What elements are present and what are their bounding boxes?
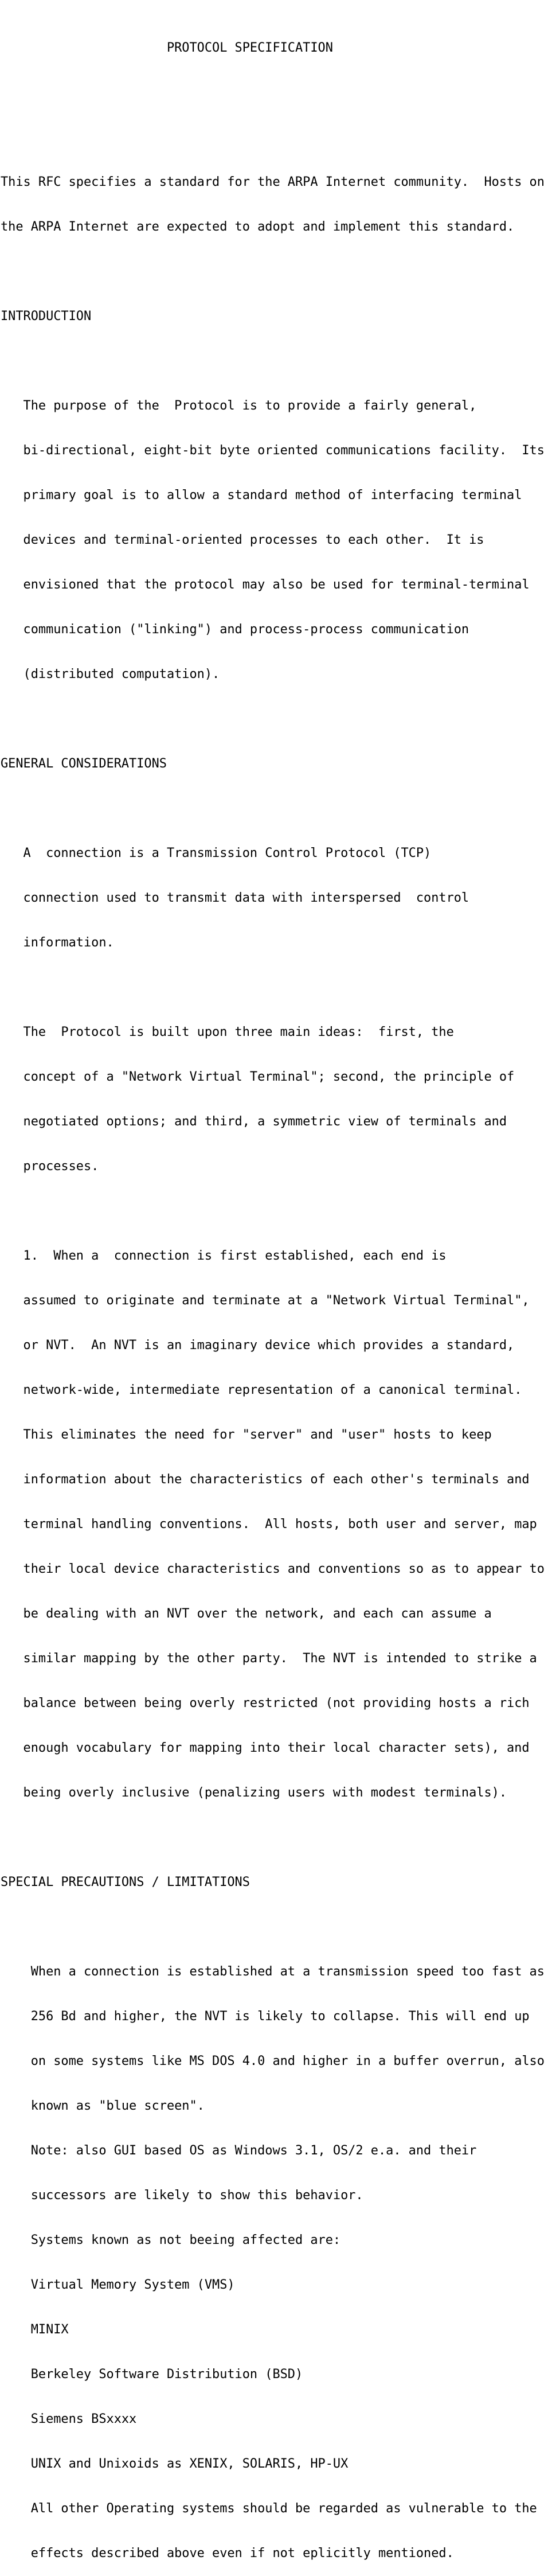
unaffected-system-item: Siemens BSxxxx — [1, 2412, 137, 2426]
nvt-paragraph-line: information about the characteristics of each other's terminals and — [1, 1472, 530, 1487]
section-heading-general-considerations: GENERAL CONSIDERATIONS — [1, 757, 167, 771]
precautions-paragraph-line: 256 Bd and higher, the NVT is likely to collapse. This will end up — [1, 2009, 530, 2024]
blank-line — [1, 1830, 545, 1845]
unaffected-system-item: MINIX — [1, 2322, 69, 2337]
considerations-paragraph-line: connection used to transmit data with interspersed control — [1, 891, 469, 905]
precautions-note-line: successors are likely to show this behavior. — [1, 2188, 363, 2203]
blank-line — [1, 264, 545, 279]
nvt-paragraph-line: terminal handling conventions. All hosts, both user and server, map — [1, 1517, 537, 1531]
status-paragraph-line: This RFC specifies a standard for the ARPA Internet community. Hosts on — [1, 175, 545, 189]
status-paragraph-line: the ARPA Internet are expected to adopt and implement this standard. — [1, 220, 515, 234]
blank-line — [1, 980, 545, 995]
nvt-paragraph-line: assumed to originate and terminate at a "Network Virtual Terminal", — [1, 1293, 530, 1308]
introduction-paragraph-line: (distributed computation). — [1, 667, 220, 681]
precautions-paragraph-line: When a connection is established at a transmission speed too fast as — [1, 1965, 545, 1979]
nvt-paragraph-line: their local device characteristics and conventions so as to appear to — [1, 1562, 545, 1576]
blank-line — [1, 130, 545, 145]
introduction-paragraph-line: bi-directional, eight-bit byte oriented communications facility. Its — [1, 443, 545, 458]
considerations-paragraph-line: processes. — [1, 1159, 99, 1174]
considerations-paragraph-line: negotiated options; and third, a symmetric view of terminals and — [1, 1114, 507, 1129]
nvt-paragraph-line: similar mapping by the other party. The NVT is intended to strike a — [1, 1651, 537, 1666]
unaffected-system-item: Virtual Memory System (VMS) — [1, 2278, 235, 2292]
blank-line — [1, 712, 545, 727]
nvt-paragraph-line: being overly inclusive (penalizing users with modest terminals). — [1, 1786, 507, 1800]
document-title: PROTOCOL SPECIFICATION — [1, 41, 333, 55]
nvt-paragraph-line: enough vocabulary for mapping into their local character sets), and — [1, 1741, 530, 1755]
blank-line — [1, 801, 545, 816]
nvt-paragraph-line: or NVT. An NVT is an imaginary device which provides a standard, — [1, 1338, 515, 1353]
unaffected-system-item: Berkeley Software Distribution (BSD) — [1, 2367, 303, 2382]
precautions-note-line: Note: also GUI based OS as Windows 3.1, OS/2 e.a. and their — [1, 2144, 477, 2158]
introduction-paragraph-line: primary goal is to allow a standard method of interfacing terminal — [1, 488, 522, 502]
section-heading-special-precautions: SPECIAL PRECAUTIONS / LIMITATIONS — [1, 1875, 250, 1889]
introduction-paragraph-line: The purpose of the Protocol is to provide a fairly general, — [1, 399, 477, 413]
document-body — [1, 11, 545, 2576]
precautions-paragraph-line: known as "blue screen". — [1, 2099, 205, 2113]
introduction-paragraph-line: envisioned that the protocol may also be used for terminal-terminal — [1, 578, 530, 592]
precautions-closing-line: All other Operating systems should be regarded as vulnerable to the — [1, 2501, 537, 2516]
introduction-paragraph-line: devices and terminal-oriented processes to each other. It is — [1, 533, 484, 547]
unaffected-system-item: UNIX and Unixoids as XENIX, SOLARIS, HP-UX — [1, 2457, 349, 2471]
considerations-paragraph-line: The Protocol is built upon three main ideas: first, the — [1, 1025, 454, 1039]
considerations-paragraph-line: concept of a "Network Virtual Terminal"; second, the principle of — [1, 1070, 515, 1084]
section-heading-introduction: INTRODUCTION — [1, 309, 92, 324]
nvt-paragraph-line: balance between being overly restricted (not providing hosts a rich — [1, 1696, 530, 1710]
nvt-paragraph-line: network-wide, intermediate representation of a canonical terminal. — [1, 1383, 522, 1397]
precautions-closing-line: effects described above even if not eplicitly mentioned. — [1, 2546, 454, 2561]
considerations-paragraph-line: A connection is a Transmission Control Protocol (TCP) — [1, 846, 432, 860]
considerations-paragraph-line: information. — [1, 936, 114, 950]
blank-line — [1, 354, 545, 369]
blank-line — [1, 1204, 545, 1219]
precautions-paragraph-line: on some systems like MS DOS 4.0 and higher in a buffer overrun, also — [1, 2054, 545, 2068]
introduction-paragraph-line: communication ("linking") and process-process communication — [1, 622, 469, 637]
nvt-paragraph-line: This eliminates the need for "server" and "user" hosts to keep — [1, 1428, 492, 1442]
blank-line — [1, 85, 545, 100]
nvt-paragraph-line: be dealing with an NVT over the network, and each can assume a — [1, 1607, 492, 1621]
unaffected-systems-heading: Systems known as not beeing affected are: — [1, 2233, 341, 2247]
blank-line — [1, 1920, 545, 1935]
nvt-paragraph-line: 1. When a connection is first established, each end is — [1, 1249, 447, 1263]
